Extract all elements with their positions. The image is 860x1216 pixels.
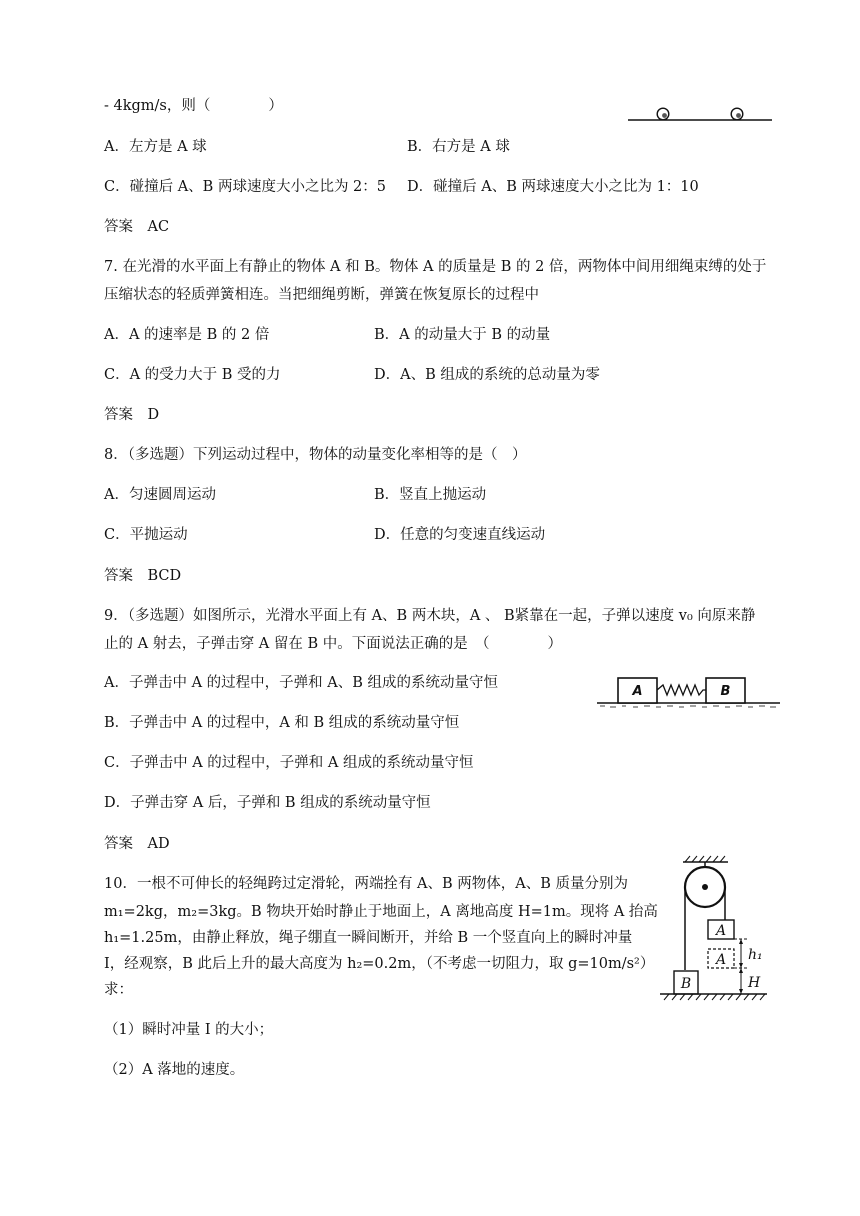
q10-stem-line-1: 10．一根不可伸长的轻绳跨过定滑轮，两端拴有 A、B 两物体，A、B 质量分别为 (104, 876, 629, 892)
q10-stem-line-2: m₁=2kg，m₂=3kg。B 物块开始时静止于地面上，A 离地高度 H=1m。现将 A 抬高 (104, 904, 658, 920)
q6-option-a: A．左方是 A 球 (104, 139, 207, 155)
q6-stem-tail: - 4kgm/s，则（ ） (104, 98, 283, 114)
q8-option-c: C．平抛运动 (104, 527, 188, 543)
q7-option-a: A．A 的速率是 B 的 2 倍 (104, 327, 270, 343)
q10-part-2: （2）A 落地的速度。 (104, 1062, 245, 1078)
q10-figure-block-b-label: B (680, 976, 692, 992)
q7-stem-line-2: 压缩状态的轻质弹簧相连。当把细绳剪断，弹簧在恢复原长的过程中 (104, 287, 539, 303)
q6-option-d: D．碰撞后 A、B 两球速度大小之比为 1：10 (407, 179, 699, 195)
q9-figure-block-a-label: A (632, 684, 643, 699)
q8-option-a: A．匀速圆周运动 (104, 487, 216, 503)
q6-option-b: B．右方是 A 球 (407, 139, 510, 155)
q9-figure-block-b-label: B (720, 684, 731, 699)
q10-stem-line-3: h₁=1.25m，由静止释放，绳子绷直一瞬间断开，并给 B 一个竖直向上的瞬时冲量 (104, 930, 633, 946)
q9-stem-line-1: 9．（多选题）如图所示，光滑水平面上有 A、B 两木块，A 、 B紧靠在一起，子弹以速度 v₀ 向原来静 (104, 608, 756, 624)
q10-figure-label-h1: h₁ (748, 947, 763, 963)
q7-option-d: D．A、B 组成的系统的总动量为零 (374, 367, 600, 383)
q10-figure-pulley-axle (702, 884, 708, 890)
q9-option-b: B．子弹击中 A 的过程中，A 和 B 组成的系统动量守恒 (104, 715, 460, 731)
q6-figure-ball-right-shade (736, 113, 741, 118)
q8-stem: 8．（多选题）下列运动过程中，物体的动量变化率相等的是（ ） (104, 447, 527, 463)
q7-option-b: B．A 的动量大于 B 的动量 (374, 327, 551, 343)
q7-answer: 答案 D (104, 407, 160, 423)
q10-stem-line-4: I，经观察，B 此后上升的最大高度为 h₂=0.2m，（不考虑一切阻力，取 g=10m/s²） (104, 956, 655, 972)
q8-answer: 答案 BCD (104, 568, 182, 584)
q10-figure-pulley (655, 853, 770, 1003)
q10-part-1: （1）瞬时冲量 I 的大小； (104, 1022, 274, 1038)
q10-figure-ceiling-hatch (685, 856, 725, 862)
q9-option-a: A．子弹击中 A 的过程中，子弹和 A、B 组成的系统动量守恒 (104, 675, 499, 691)
q10-stem-line-5: 求： (104, 982, 133, 998)
q9-figure-spring (657, 685, 706, 695)
q10-figure-ground-hatch (664, 994, 765, 1000)
q10-figure-label-H: H (748, 975, 761, 991)
q6-figure-ball-left-shade (662, 113, 667, 118)
q6-option-c: C．碰撞后 A、B 两球速度大小之比为 2：5 (104, 179, 386, 195)
q9-stem-line-2: 止的 A 射去，子弹击穿 A 留在 B 中。下面说法正确的是 （ ） (104, 636, 563, 652)
q7-option-c: C．A 的受力大于 B 受的力 (104, 367, 281, 383)
q9-answer: 答案 AD (104, 836, 170, 852)
q9-figure-ground-hatch (600, 706, 776, 707)
q8-option-b: B．竖直上抛运动 (374, 487, 487, 503)
q10-figure-block-a-dashed-label: A (715, 952, 727, 968)
q9-option-c: C．子弹击中 A 的过程中，子弹和 A 组成的系统动量守恒 (104, 755, 474, 771)
q7-stem-line-1: 7. 在光滑的水平面上有静止的物体 A 和 B。物体 A 的质量是 B 的 2 倍，两物体中间用细绳束缚的处于 (104, 259, 767, 275)
q8-option-d: D．任意的匀变速直线运动 (374, 527, 546, 543)
q9-option-d: D．子弹击穿 A 后，子弹和 B 组成的系统动量守恒 (104, 795, 431, 811)
q9-figure-blocks-spring (597, 673, 782, 715)
q10-figure-block-a-label: A (715, 923, 727, 939)
q6-answer: 答案 AC (104, 219, 170, 235)
q6-figure-two-balls (627, 104, 777, 126)
